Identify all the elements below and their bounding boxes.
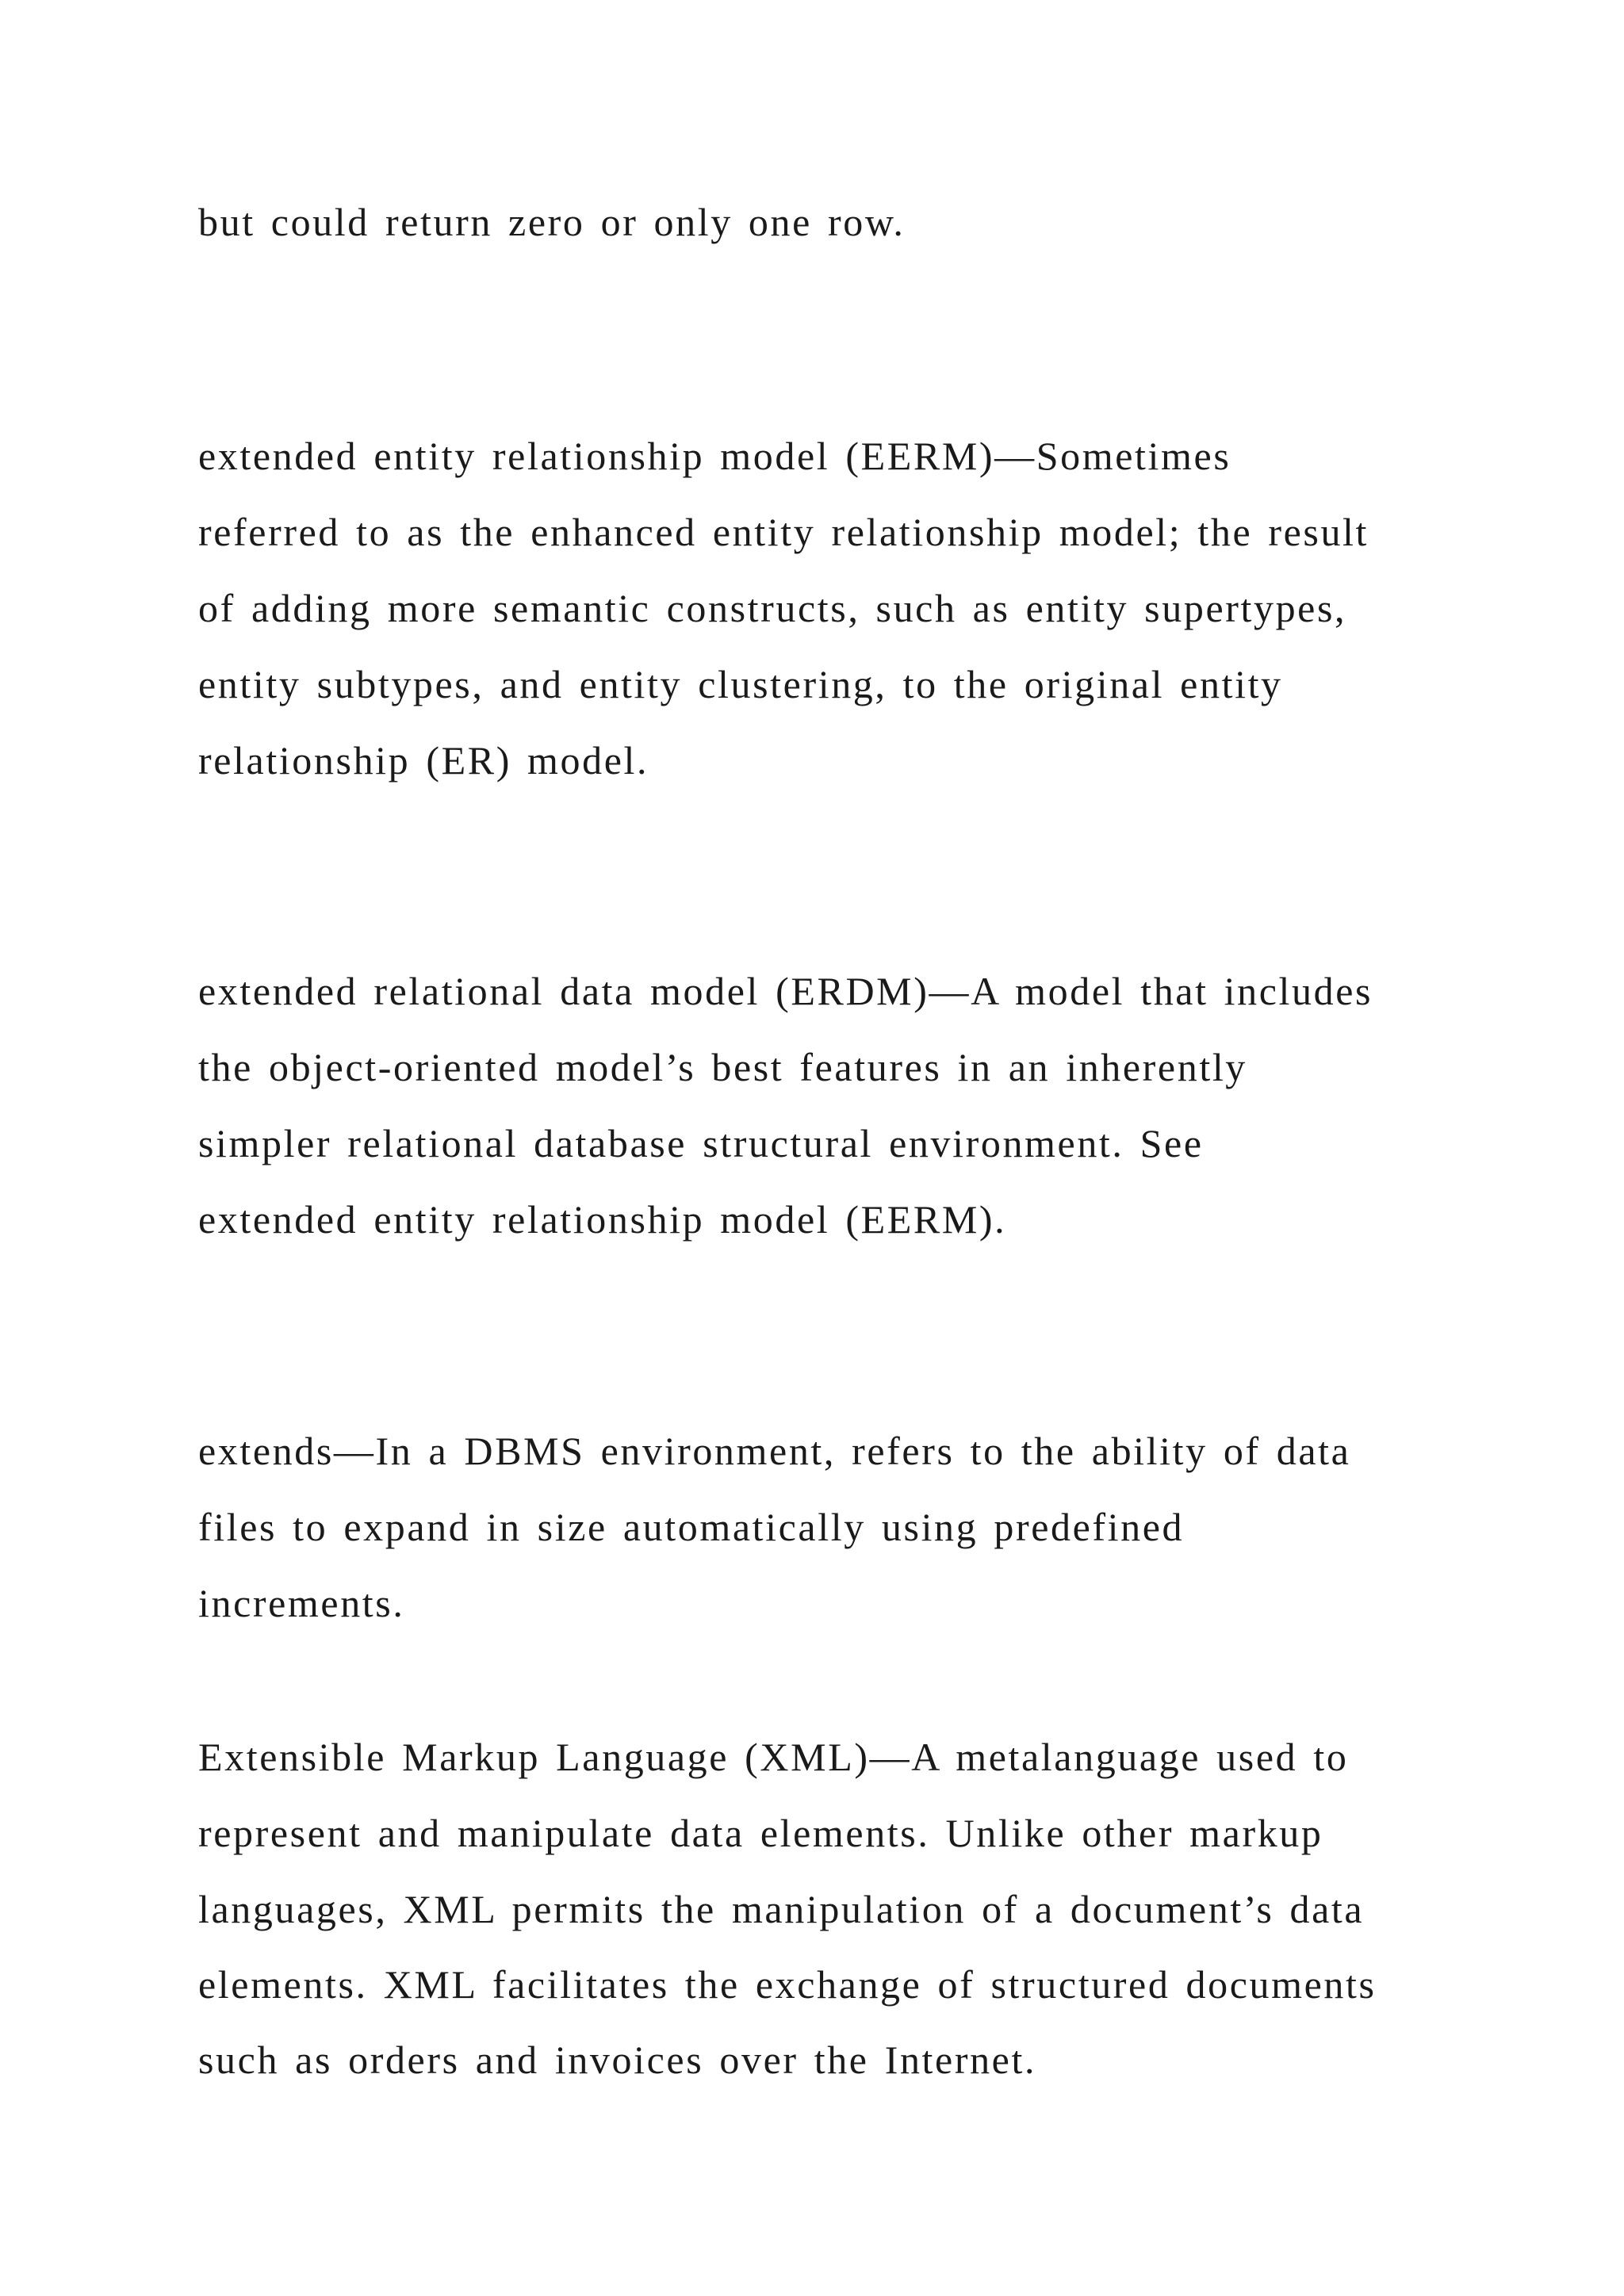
text-line: languages, XML permits the manipulation of a document’s data: [198, 1887, 1365, 1931]
text-line: simpler relational database structural environment. See: [198, 1121, 1204, 1165]
text-line: relationship (ER) model.: [198, 738, 649, 783]
text-line: but could return zero or only one row.: [198, 200, 906, 244]
text-line: referred to as the enhanced entity relationship model; the result: [198, 510, 1369, 554]
text-line: extended relational data model (ERDM)—A model that includes: [198, 969, 1373, 1013]
text-line: entity subtypes, and entity clustering, to the original entity: [198, 662, 1283, 706]
text-line: increments.: [198, 1581, 405, 1625]
text-line: represent and manipulate data elements. Unlike other markup: [198, 1811, 1323, 1855]
text-line: files to expand in size automatically using predefined: [198, 1505, 1185, 1549]
text-line: Extensible Markup Language (XML)—A metalanguage used to: [198, 1735, 1349, 1779]
text-line: extended entity relationship model (EERM)—Sometimes: [198, 434, 1231, 478]
text-line: extended entity relationship model (EERM).: [198, 1197, 1007, 1242]
text-line: such as orders and invoices over the Internet.: [198, 2038, 1037, 2082]
text-line: extends—In a DBMS environment, refers to the ability of data: [198, 1429, 1351, 1473]
text-line: of adding more semantic constructs, such as entity supertypes,: [198, 586, 1347, 630]
text-line: elements. XML facilitates the exchange of structured documents: [198, 1962, 1377, 2007]
text-line: the object-oriented model’s best features in an inherently: [198, 1045, 1247, 1089]
